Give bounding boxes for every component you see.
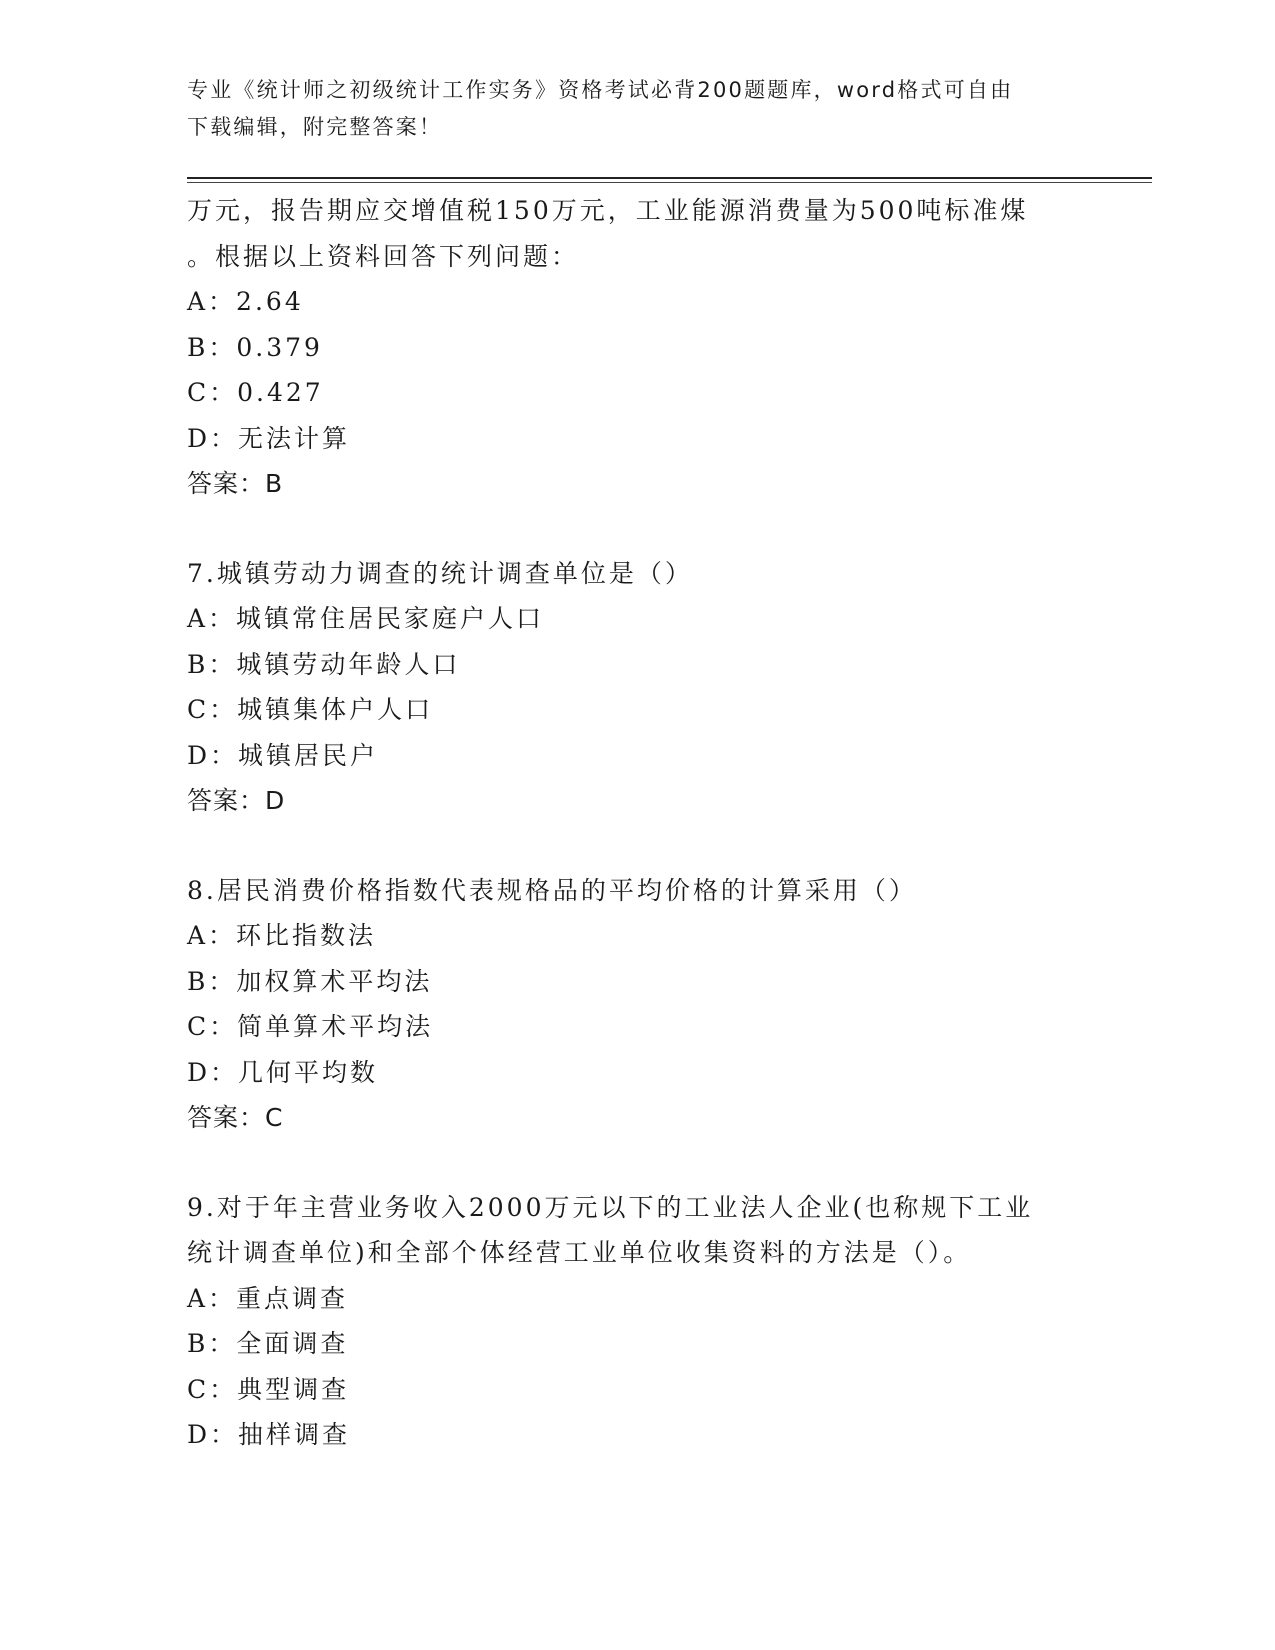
option-c: C：典型调查 [187, 1374, 350, 1404]
option-a: A：重点调查 [187, 1283, 349, 1313]
option-a: A：城镇常住居民家庭户人口 [187, 604, 545, 633]
option-b: B：0.379 [187, 332, 323, 362]
answer-label: 答案：C [187, 1103, 284, 1132]
question-6 [187, 188, 1087, 507]
answer-label: 答案：D [187, 786, 286, 815]
question-stem: 。根据以上资料回答下列问题： [187, 241, 580, 271]
option-a: A：环比指数法 [187, 921, 377, 950]
question-7 [187, 551, 1087, 824]
header-line-2: 下载编辑，附完整答案！ [187, 115, 443, 139]
header-divider-thick [187, 177, 1152, 179]
header-line-1: 专业《统计师之初级统计工作实务》资格考试必背200题题库，word格式可自由 [187, 78, 1014, 102]
header-divider-thin [187, 182, 1152, 183]
question-stem: 万元，报告期应交增值税150万元，工业能源消费量为500吨标准煤 [187, 196, 1029, 225]
option-d: D：无法计算 [187, 423, 351, 453]
option-c: C：城镇集体户人口 [187, 695, 434, 724]
document-header [187, 72, 1067, 146]
question-stem: 8.居民消费价格指数代表规格品的平均价格的计算采用（） [187, 875, 917, 905]
option-b: B：加权算术平均法 [187, 966, 433, 996]
option-b: B：城镇劳动年龄人口 [187, 649, 461, 679]
answer-label: 答案：B [187, 469, 284, 498]
question-list [187, 188, 1087, 1458]
option-c: C：简单算术平均法 [187, 1012, 434, 1041]
question-stem: 7.城镇劳动力调查的统计调查单位是（） [187, 558, 693, 588]
question-8 [187, 868, 1087, 1141]
question-9 [187, 1185, 1087, 1458]
option-d: D：城镇居民户 [187, 740, 379, 770]
option-d: D：抽样调查 [187, 1420, 351, 1449]
question-stem: 9.对于年主营业务收入2000万元以下的工业法人企业(也称规下工业 [187, 1192, 1034, 1222]
question-stem: 统计调查单位)和全部个体经营工业单位收集资料的方法是（）。 [187, 1238, 972, 1267]
option-a: A：2.64 [187, 287, 304, 316]
option-c: C：0.427 [187, 378, 324, 407]
option-b: B：全面调查 [187, 1329, 349, 1358]
option-d: D：几何平均数 [187, 1057, 379, 1087]
